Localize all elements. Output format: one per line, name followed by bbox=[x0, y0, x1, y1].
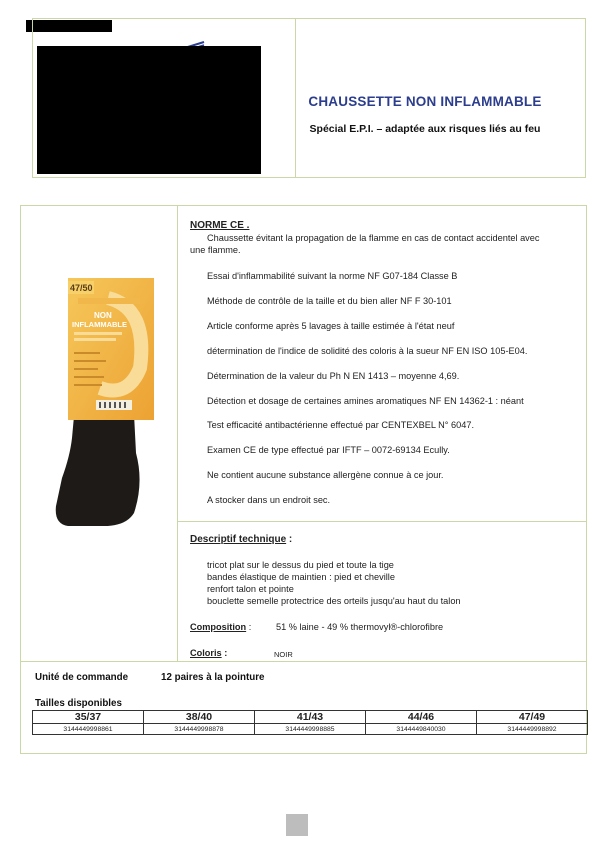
coloris-colon: : bbox=[221, 648, 228, 658]
descriptif-colon: : bbox=[286, 534, 293, 545]
norme-item: Article conforme après 5 lavages à taille estimée à l'état neuf bbox=[207, 321, 455, 331]
coloris-value: NOIR bbox=[274, 650, 293, 659]
descriptif-heading: Descriptif technique bbox=[190, 534, 287, 545]
ean-row bbox=[33, 724, 588, 735]
redacted-logo-block bbox=[37, 46, 261, 174]
ean-cell: 3144449998861 bbox=[33, 724, 144, 735]
size-cell: 41/43 bbox=[255, 711, 366, 724]
norme-heading: NORME CE . bbox=[190, 220, 250, 231]
tailles-label: Tailles disponibles bbox=[35, 698, 122, 709]
descriptif-item: tricot plat sur le dessus du pied et toute la tige bbox=[207, 560, 394, 570]
norme-item: détermination de l'indice de solidité des coloris à la sueur NF EN ISO 105-E04. bbox=[207, 346, 528, 356]
packaging-line1: NON bbox=[94, 311, 112, 320]
norme-item: Examen CE de type effectué par IFTF – 0072-69134 Ecully. bbox=[207, 445, 450, 455]
norme-item: Détection et dosage de certaines amines aromatiques NF EN 14362-1 : néant bbox=[207, 396, 524, 406]
document-subtitle: Spécial E.P.I. – adaptée aux risques liés au feu bbox=[309, 123, 541, 135]
norme-item: Test efficacité antibactérienne effectué par CENTEXBEL N° 6047. bbox=[207, 420, 475, 430]
norme-intro-line1: Chaussette évitant la propagation de la flamme en cas de contact accidentel avec bbox=[207, 233, 540, 243]
ean-cell: 3144449998878 bbox=[144, 724, 255, 735]
composition-label: Composition bbox=[190, 622, 247, 632]
ean-cell: 3144449998892 bbox=[477, 724, 588, 735]
sizes-table bbox=[32, 710, 588, 735]
composition-row bbox=[190, 622, 251, 632]
commande-label: Unité de commande bbox=[35, 672, 129, 683]
section-divider bbox=[177, 521, 587, 522]
packaging-line2: INFLAMMABLE bbox=[72, 320, 127, 329]
page-marker bbox=[286, 814, 308, 836]
size-cell: 47/49 bbox=[477, 711, 588, 724]
descriptif-item: bouclette semelle protectrice des orteils jusqu'au haut du talon bbox=[207, 596, 461, 606]
size-cell: 35/37 bbox=[33, 711, 144, 724]
norme-item: Essai d'inflammabilité suivant la norme NF G07-184 Classe B bbox=[207, 271, 458, 281]
packaging-size: 47/50 bbox=[70, 283, 93, 293]
norme-intro-line2: une flamme. bbox=[190, 245, 241, 255]
commande-value: 12 paires à la pointure bbox=[161, 672, 265, 683]
footer-divider bbox=[21, 661, 587, 662]
descriptif-item: bandes élastique de maintien : pied et cheville bbox=[207, 572, 395, 582]
coloris-row bbox=[190, 648, 227, 658]
composition-colon: : bbox=[246, 622, 252, 632]
descriptif-item: renfort talon et pointe bbox=[207, 584, 294, 594]
size-cell: 38/40 bbox=[144, 711, 255, 724]
norme-item: Ne contient aucune substance allergène connue à ce jour. bbox=[207, 470, 444, 480]
descriptif-heading-row bbox=[190, 534, 292, 545]
norme-item: Méthode de contrôle de la taille et du bien aller NF F 30-101 bbox=[207, 296, 452, 306]
coloris-label: Coloris bbox=[190, 648, 222, 658]
ean-cell: 3144449840030 bbox=[366, 724, 477, 735]
composition-value: 51 % laine - 49 % thermovyl®-chlorofibre bbox=[276, 622, 444, 632]
document-title: CHAUSSETTE NON INFLAMMABLE bbox=[308, 94, 542, 109]
sock-product-image bbox=[48, 278, 158, 528]
norme-item: Détermination de la valeur du Ph N EN 1413 – moyenne 4,69. bbox=[207, 371, 460, 381]
size-cell: 44/46 bbox=[366, 711, 477, 724]
ean-cell: 3144449998885 bbox=[255, 724, 366, 735]
column-divider bbox=[177, 206, 178, 661]
sizes-row bbox=[33, 711, 588, 724]
norme-item: A stocker dans un endroit sec. bbox=[207, 495, 331, 505]
